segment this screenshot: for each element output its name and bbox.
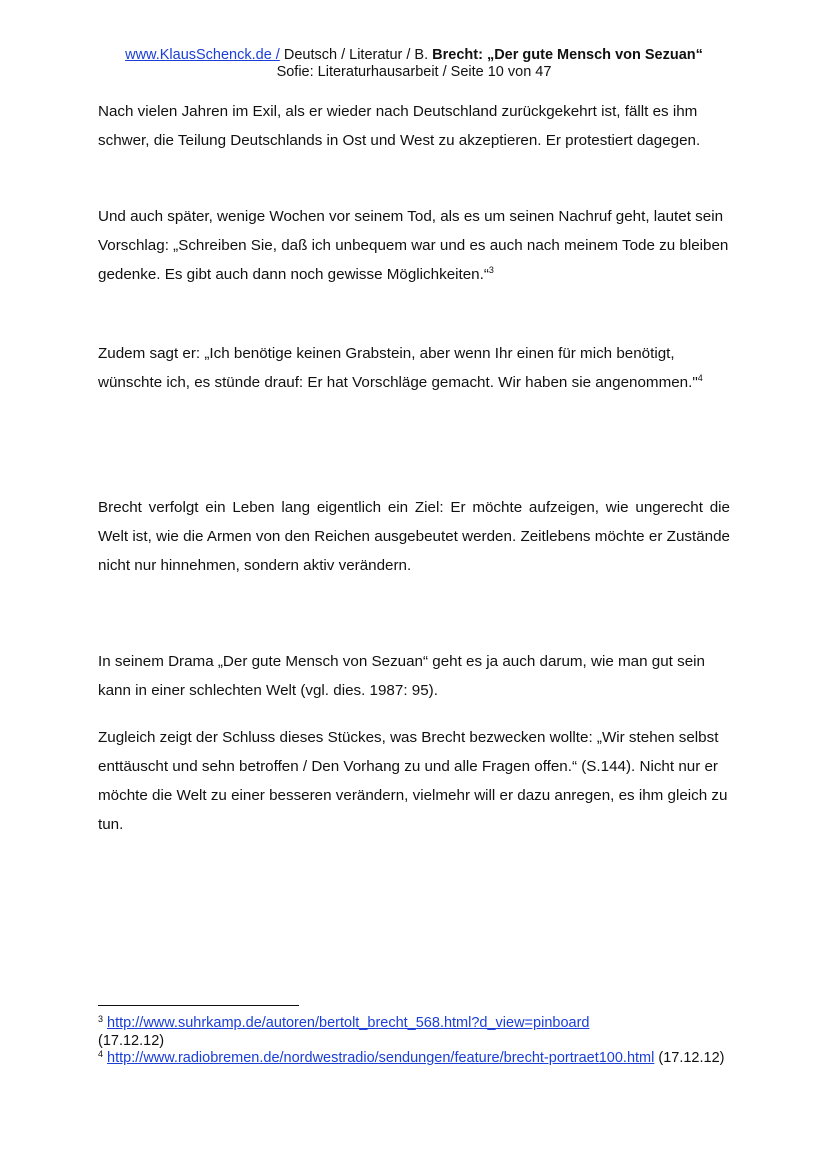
footnote-date: (17.12.12) (98, 1032, 165, 1049)
page-header (0, 47, 828, 81)
header-path: Deutsch / Literatur / B. (279, 47, 433, 63)
header-subline: Sofie: Literaturhausarbeit / Seite 10 von 47 (276, 64, 552, 80)
header-line-1 (0, 47, 828, 64)
footnotes (98, 1015, 738, 1068)
paragraph-obituary (98, 202, 730, 289)
footnote-separator (98, 1005, 299, 1006)
paragraph-gravestone (98, 339, 730, 397)
footnote-mark: 3 (98, 1014, 104, 1024)
footnote-mark: 4 (98, 1049, 104, 1059)
footnote-ref-4[interactable]: 4 (697, 373, 703, 383)
paragraph-exile-text: Nach vielen Jahren im Exil, als er wieder nach Deutschland zurückgekehrt ist, fällt es ihm schwer, die Teilung Deutschlands in Ost und West zu akzeptieren. Er protestiert dagegen. (98, 103, 701, 149)
paragraph-drama: In seinem Drama „Der gute Mensch von Sezuan“ geht es ja auch darum, wie man gut sein kann in einer schlechten Welt (vgl. dies. 1987: 95). (98, 653, 705, 699)
paragraph-goal: Brecht verfolgt ein Leben lang eigentlich ein Ziel: Er möchte aufzeigen, wie ungerecht die Welt ist, wie die Armen von den Reichen ausgebeutet werden. Zeitlebens möchte er Zustände nicht nur hinnehmen, sondern aktiv verändern. (98, 499, 730, 574)
site-link[interactable]: www.KlausSchenck.de / (125, 47, 280, 63)
footnote-date: (17.12.12) (658, 1050, 725, 1066)
footnote-link-suhrkamp[interactable]: http://www.suhrkamp.de/autoren/bertolt_brecht_568.html?d_view=pinboard (107, 1015, 590, 1031)
footnote-ref-3[interactable]: 3 (488, 265, 494, 275)
footnote-link-radiobremen[interactable]: http://www.radiobremen.de/nordwestradio/sendungen/feature/brecht-portraet100.html (107, 1050, 655, 1066)
paragraph-exile (98, 97, 730, 155)
paragraph-obituary-text: Und auch später, wenige Wochen vor seinem Tod, als es um seinen Nachruf geht, lautet sein Vorschlag: „Schreiben Sie, daß ich unbequem war und es auch nach meinem Tode zu bleiben gedenke. Es gibt auch dann noch gewisse Möglichkeiten.“ (98, 208, 729, 283)
header-title: Brecht: „Der gute Mensch von Sezuan“ (432, 47, 703, 63)
footnote-3 (98, 1015, 738, 1050)
paragraph-ending: Zugleich zeigt der Schluss dieses Stückes, was Brecht bezwecken wollte: „Wir stehen selbst enttäuscht und sehn betroffen / Den Vorhang zu und alle Fragen offen.“ (S.144). Nicht nur er möchte die Welt zu einer besseren verändern, vielmehr will er dazu anregen, es ihm gleich zu tun. (98, 729, 728, 833)
paragraph-gravestone-text: Zudem sagt er: „Ich benötige keinen Grabstein, aber wenn Ihr einen für mich benötigt, wünschte ich, es stünde drauf: Er hat Vorschläge gemacht. Wir haben sie angenommen." (98, 345, 698, 391)
footnote-4 (98, 1050, 738, 1068)
